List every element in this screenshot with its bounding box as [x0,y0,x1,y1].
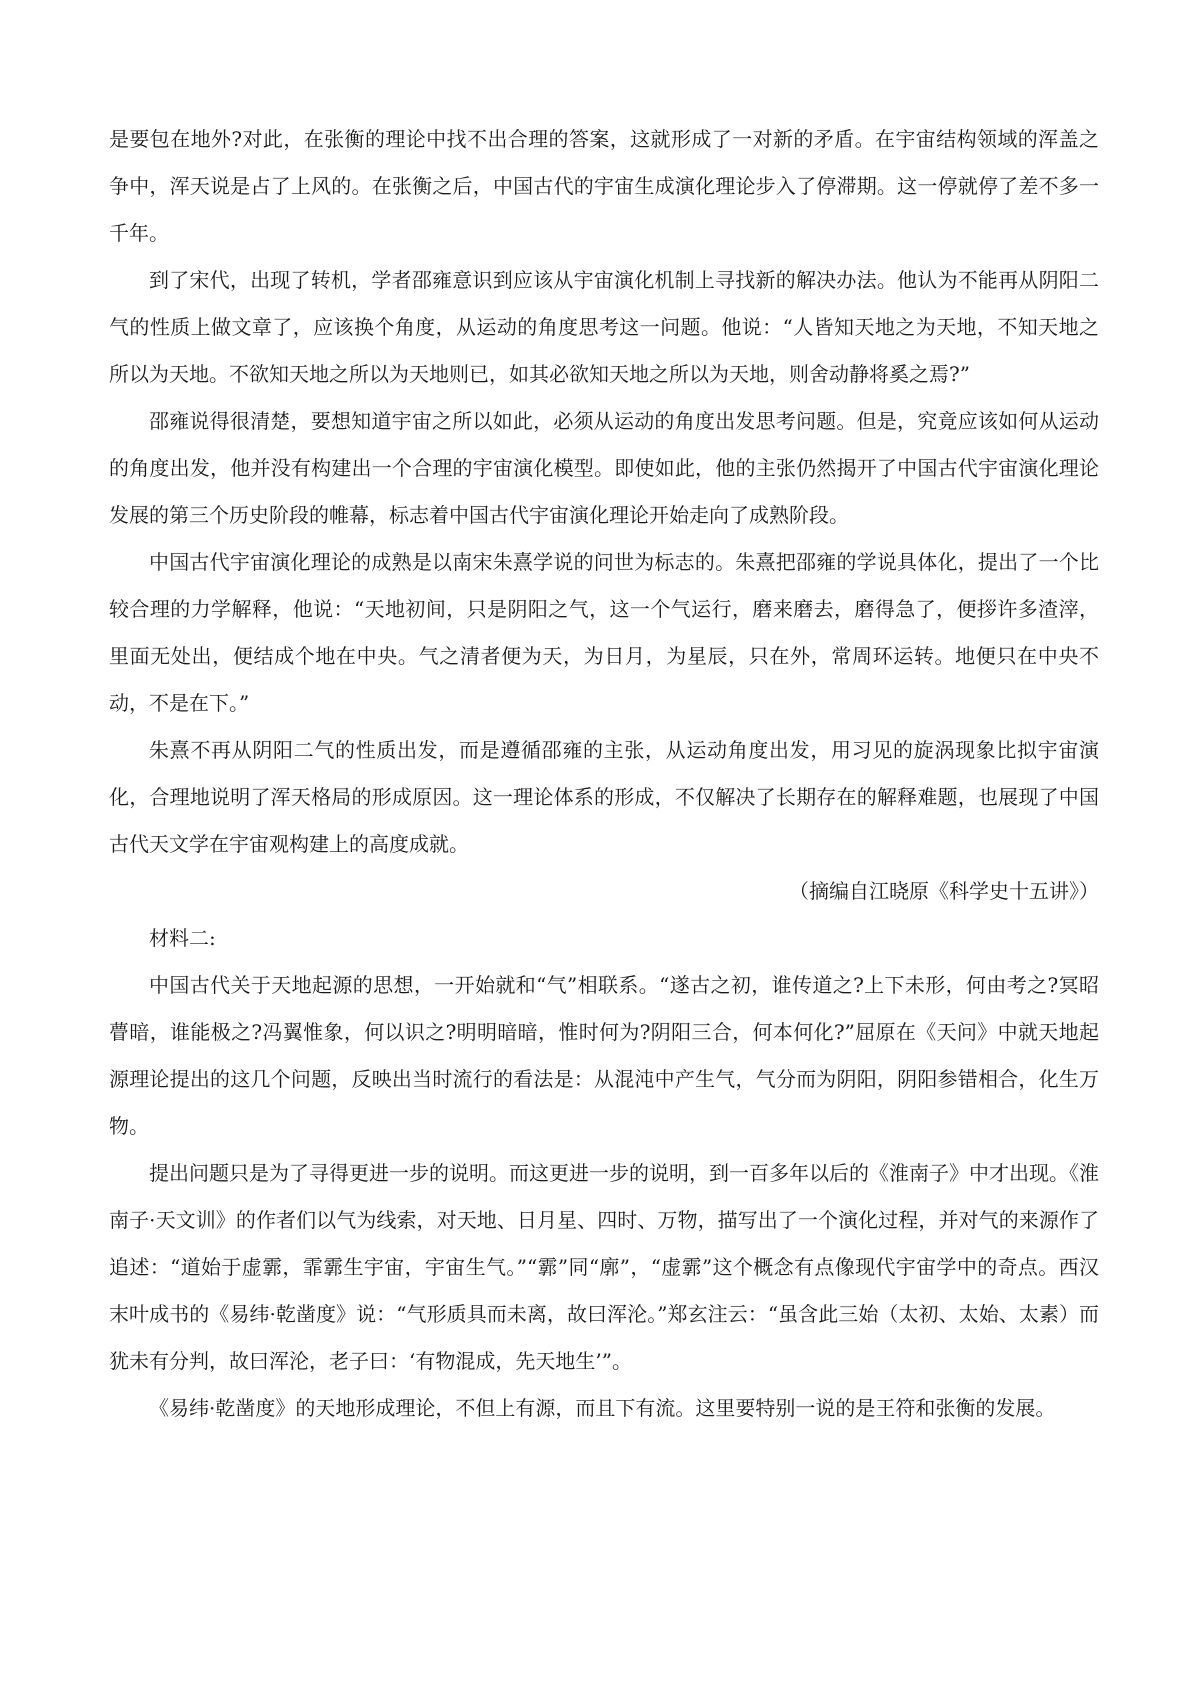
paragraph-huainanzi: 提出问题只是为了寻得更进一步的说明。而这更进一步的说明，到一百多年以后的《淮南子》中才出现。《淮南子·天文训》的作者们以气为线索，对天地、日月星、四时、万物，描写出了一个演化过程，并对气的来源作了追述：“道始于虚霩，霏霩生宇宙，宇宙生气。”“霩”同“廓”，“虚霩”这个概念有点像现代宇宙学中的奇点。西汉末叶成书的《易纬·乾凿度》说：“气形质具而未离，故曰浑沦。”郑玄注云：“虽含此三始（太初、太始、太素）而犹未有分判，故曰浑沦，老子曰：‘有物混成，先天地生’”。 [109,1161,1099,1373]
paragraph-yiwei: 《易纬·乾凿度》的天地形成理论，不但上有源，而且下有流。这里要特别一说的是王符和张衡的发展。 [149,1396,1056,1420]
paragraph-tianwen: 中国古代关于天地起源的思想，一开始就和“气”相联系。“遂古之初，谁传道之?上下未形，何由考之?冥昭瞢暗，谁能极之?冯翼惟象，何以识之?明明暗暗，惟时何为?阴阳三合，何本何化?”屈原在《天问》中就天地起源理论提出的这几个问题，反映出当时流行的看法是：从混沌中产生气，气分而为阴阳，阴阳参错相合，化生万物。 [109,973,1099,1138]
source-citation: （摘编自江晓原《科学史十五讲》） [789,879,1099,903]
paragraph-continuation: 是要包在地外?对此，在张衡的理论中找不出合理的答案，这就形成了一对新的矛盾。在宇宙结构领域的浑盖之争中，浑天说是占了上风的。在张衡之后，中国古代的宇宙生成演化理论步入了停滞期。这一停就停了差不多一千年。 [109,127,1099,245]
paragraph-zhu-xi-intro: 中国古代宇宙演化理论的成熟是以南宋朱熹学说的问世为标志的。朱熹把邵雍的学说具体化，提出了一个比较合理的力学解释，他说：“天地初间，只是阴阳之气，这一个气运行，磨来磨去，磨得急了，便拶许多渣滓，里面无处出，便结成个地在中央。气之清者便为天，为日月，为星辰，只在外，常周环运转。地便只在中央不动，不是在下。” [109,550,1099,715]
paragraph-shao-yong-analysis: 邵雍说得很清楚，要想知道宇宙之所以如此，必须从运动的角度出发思考问题。但是，究竟应该如何从运动的角度出发，他并没有构建出一个合理的宇宙演化模型。即使如此，他的主张仍然揭开了中国古代宇宙演化理论发展的第三个历史阶段的帷幕，标志着中国古代宇宙演化理论开始走向了成熟阶段。 [109,409,1099,527]
section-heading: 材料二: [149,926,216,950]
paragraph-shao-yong-intro: 到了宋代，出现了转机，学者邵雍意识到应该从宇宙演化机制上寻找新的解决办法。他认为不能再从阴阳二气的性质上做文章了，应该换个角度，从运动的角度思考这一问题。他说：“人皆知天地之为天地，不知天地之所以为天地。不欲知天地之所以为天地则已，如其必欲知天地之所以为天地，则舍动静将奚之焉?” [109,268,1099,386]
paragraph-zhu-xi-analysis: 朱熹不再从阴阳二气的性质出发，而是遵循邵雍的主张，从运动角度出发，用习见的旋涡现象比拟宇宙演化，合理地说明了浑天格局的形成原因。这一理论体系的形成，不仅解决了长期存在的解释难题，也展现了中国古代天文学在宇宙观构建上的高度成就。 [109,738,1099,856]
document-body [109,116,1099,1432]
